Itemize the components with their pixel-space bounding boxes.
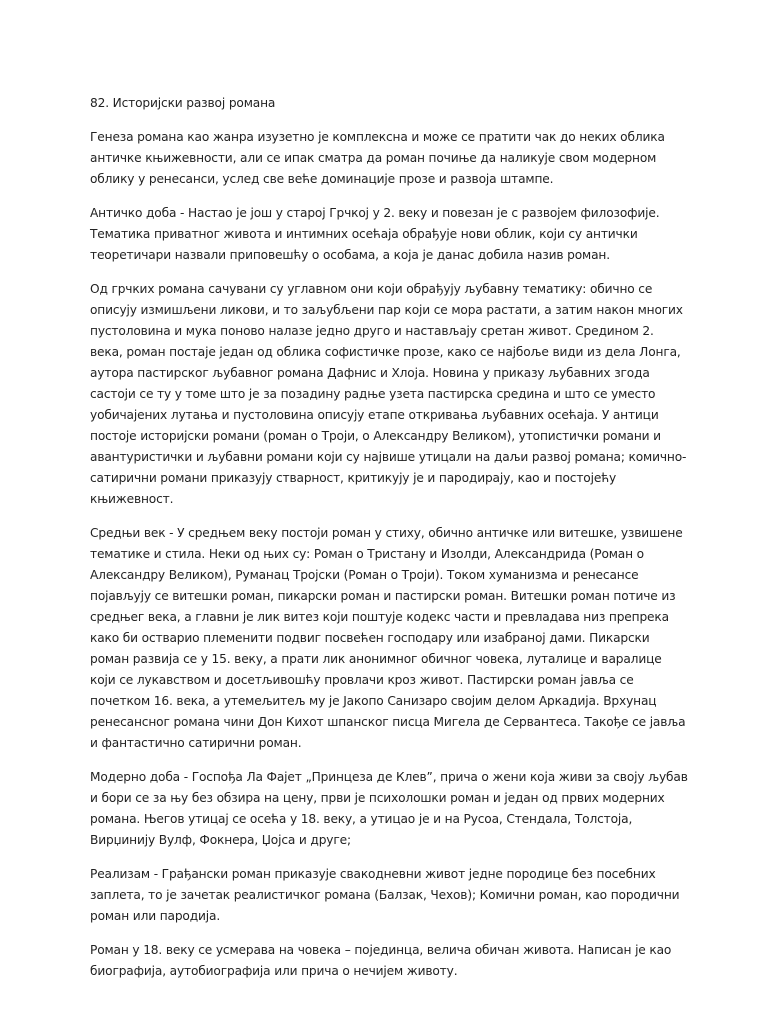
document-body bbox=[90, 93, 690, 995]
paragraph-18th-century: Роман у 18. веку се усмерава на човека – појединца, велича обичан живота. Написан је као биографија, аутобиографија или прича о нечијем животу. bbox=[90, 943, 672, 978]
document-heading: 82. Историјски развој романа bbox=[90, 96, 276, 110]
paragraph-intro: Генеза романа као жанра изузетно је комплексна и може се пратити чак до неких облика античке књижевности, али се ипак сматра да роман почиње да наликује свом модерном облику у ренесанси, услед све веће доминације прозе и развоја штампе. bbox=[90, 130, 665, 186]
paragraph-realism: Реализам - Грађански роман приказује свакодневни живот једне породице без посебних заплета, то је зачетак реалистичког романа (Балзак, Чехов); Комични роман, као породични роман или пародија. bbox=[90, 867, 680, 923]
paragraph-middle-ages: Средњи век - У средњем веку постоји роман у стиху, обично античке или витешке, узвишене тематике и стила. Неки од њих су: Роман о Тристану и Изолди, Александрида (Роман о Александру Великом), Руманац Тројски (Роман о Троји). Током хуманизма и ренесансе појављују се витешки роман, пикарски роман и пастирски роман. Витешки роман потиче из средњег века, а главни је лик витез који поштује кодекс части и превладава низ препрека како би остварио племенити подвиг посвећен господару или изабраној дами. Пикарски роман развија се у 15. веку, а прати лик анонимног обичног човека, луталице и варалице који се лукавством и досетљивошћу провлачи кроз живот. Пастирски роман јавља се почетком 16. века, а утемељитељ му је Јакопо Санизаро својим делом Аркадија. Врхунац ренесансног романа чини Дон Кихот шпанског писца Мигела де Сервантеса. Такође се јавља и фантастично сатирични роман. bbox=[90, 526, 686, 750]
paragraph-modern-era: Модерно доба - Госпођа Ла Фајет „Принцеза де Клев”, прича о жени која живи за своју љубав и бори се за њу без обзира на цену, први је психолошки роман и један од првих модерних романа. Његов утицај се осећа у 18. веку, а утицао је и на Русоа, Стендала, Толстоја, Вирџинију Вулф, Фокнера, Џојса и друге; bbox=[90, 770, 688, 847]
paragraph-greek-novels: Од грчких романа сачувани су углавном они који обрађују љубавну тематику: обично се описују измишљени ликови, и то заљубљени пар који се мора растати, а затим након многих пустоловина и мука поново налазе једно друго и настављају сретан живот. Средином 2. века, роман постаје један од облика софистичке прозе, како се најбоље види из дела Лонга, аутора пастирског љубавног романа Дафнис и Хлоја. Новина у приказу љубавних згода састоји се ту у томе што је за позадину радње узета пастирска средина и што се уместо уобичајених лутања и пустоловина описују етапе откривања љубавних осећаја. У антици постоје историјски романи (роман о Троји, о Александру Великом), утопистички романи и авантуристички и љубавни романи који су највише утицали на даљи развој романа; комично-сатирични романи приказују стварност, критикују је и пародирају, као и постојећу књижевност. bbox=[90, 282, 687, 506]
paragraph-antiquity: Античко доба - Настао је још у старој Грчкој у 2. веку и повезан је с развојем филозофије. Тематика приватног живота и интимних осећаја обрађује нови облик, који су антички теоретичари назвали приповешћу о особама, а која је данас добила назив роман. bbox=[90, 206, 660, 262]
